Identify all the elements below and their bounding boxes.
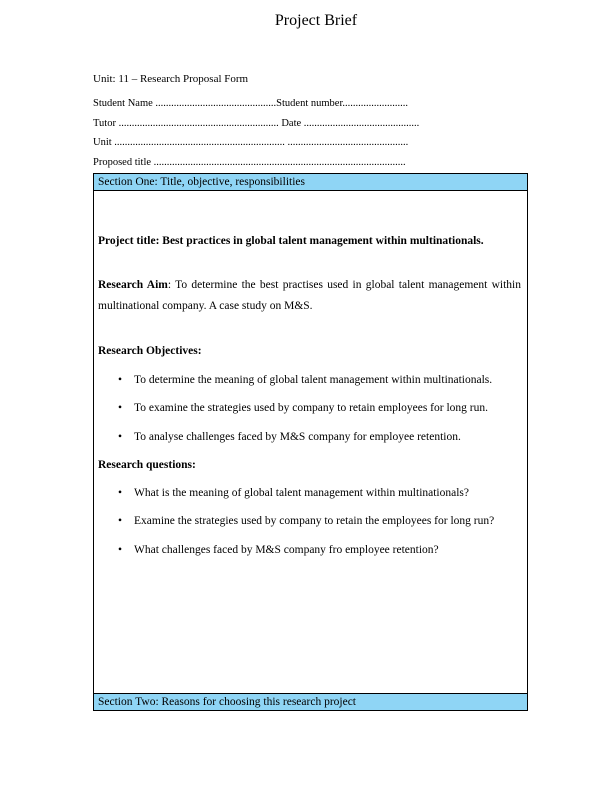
bullet-icon: • <box>118 515 123 527</box>
project-title: Project title: Best practices in global talent management within multinationals. <box>98 235 484 247</box>
bullet-icon: • <box>118 544 123 556</box>
bullet-icon: • <box>118 431 123 443</box>
list-item: • What challenges faced by M&S company fro employee retention? <box>118 544 439 556</box>
objectives-heading: Research Objectives: <box>98 345 202 357</box>
section-one-box <box>93 173 528 711</box>
list-item: • To analyse challenges faced by M&S company for employee retention. <box>118 431 461 443</box>
bullet-icon: • <box>118 487 123 499</box>
list-item: • What is the meaning of global talent management within multinationals? <box>118 487 470 499</box>
research-aim <box>98 275 521 317</box>
student-name-field: Student Name ..............................................Student number......................... <box>93 98 408 109</box>
section-two-heading: Section Two: Reasons for choosing this research project <box>94 693 527 710</box>
proposed-title-field: Proposed title ................................................................................................ <box>93 157 406 168</box>
page-title: Project Brief <box>274 12 358 29</box>
list-item: • Examine the strategies used by company to retain the employees for long run? <box>118 515 495 527</box>
unit-line: Unit: 11 – Research Proposal Form <box>93 73 249 85</box>
tutor-field: Tutor ............................................................. Date ............................................ <box>93 118 420 129</box>
list-item: • To examine the strategies used by company to retain employees for long run. <box>118 402 488 414</box>
section-one-heading: Section One: Title, objective, responsibilities <box>94 174 527 191</box>
list-item: • To determine the meaning of global talent management within multinationals. <box>118 374 493 386</box>
questions-heading: Research questions: <box>98 459 196 471</box>
bullet-icon: • <box>118 374 123 386</box>
research-aim-label: Research Aim <box>98 279 168 291</box>
bullet-icon: • <box>118 402 123 414</box>
unit-field: Unit ................................................................. .............................................. <box>93 137 409 148</box>
research-aim-text: : To determine the best practises used in global talent management within multinational company. A case study on M&S. <box>98 279 521 312</box>
